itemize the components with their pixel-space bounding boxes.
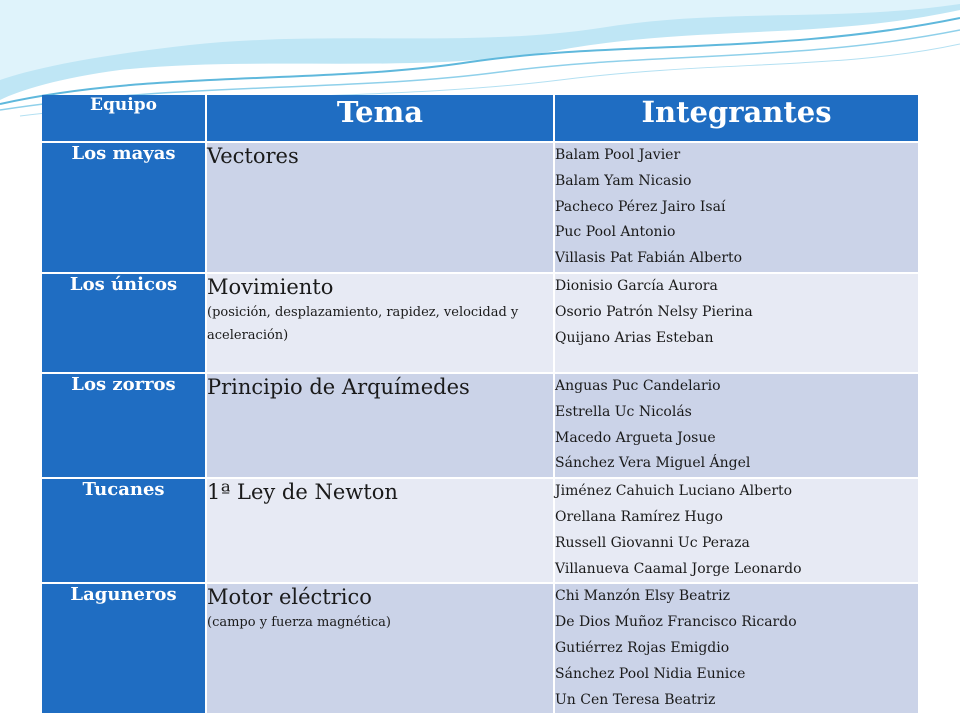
topic-cell bbox=[207, 274, 555, 374]
topic-cell bbox=[207, 374, 555, 479]
table-row bbox=[42, 274, 918, 374]
member-name: Pacheco Pérez Jairo Isaí bbox=[555, 198, 726, 215]
member-name: Quijano Arias Esteban bbox=[555, 329, 714, 346]
topic-cell bbox=[207, 584, 555, 715]
members-cell bbox=[555, 479, 918, 584]
topic-title: Movimiento bbox=[207, 274, 334, 299]
members-cell bbox=[555, 274, 918, 374]
team-name: Los únicos bbox=[42, 274, 207, 374]
team-name: Tucanes bbox=[42, 479, 207, 584]
table-row bbox=[42, 479, 918, 584]
topic-title: Principio de Arquímedes bbox=[207, 374, 470, 399]
members-cell bbox=[555, 374, 918, 479]
member-name: Chi Manzón Elsy Beatriz bbox=[555, 588, 730, 605]
topic-title: Vectores bbox=[207, 144, 299, 168]
table-header-row bbox=[42, 95, 918, 143]
member-name: Balam Pool Javier bbox=[555, 147, 681, 163]
member-name: Estrella Uc Nicolás bbox=[555, 403, 692, 420]
topic-cell bbox=[207, 143, 555, 274]
member-name: Dionisio García Aurora bbox=[555, 277, 718, 294]
member-name: Anguas Puc Candelario bbox=[555, 377, 721, 394]
table-row bbox=[42, 374, 918, 479]
teams-table bbox=[42, 95, 918, 715]
topic-detail: (campo y fuerza magnética) bbox=[207, 615, 391, 631]
member-name: Puc Pool Antonio bbox=[555, 224, 676, 241]
member-name: Jiménez Cahuich Luciano Alberto bbox=[555, 483, 793, 500]
member-name: Russell Giovanni Uc Peraza bbox=[555, 534, 750, 551]
member-name: Orellana Ramírez Hugo bbox=[555, 508, 723, 525]
member-name: Villasis Pat Fabián Alberto bbox=[555, 250, 743, 267]
team-name: Laguneros bbox=[42, 584, 207, 715]
header-tema: Tema bbox=[207, 95, 555, 143]
table-row bbox=[42, 143, 918, 274]
members-cell bbox=[555, 143, 918, 274]
member-name: Sánchez Pool Nidia Eunice bbox=[555, 665, 746, 682]
team-name: Los zorros bbox=[42, 374, 207, 479]
team-name: Los mayas bbox=[42, 143, 207, 274]
topic-detail: (posición, desplazamiento, rapidez, velocidad y aceleración) bbox=[207, 304, 519, 343]
header-integrantes: Integrantes bbox=[555, 95, 918, 143]
header-equipo: Equipo bbox=[42, 95, 207, 143]
member-name: Villanueva Caamal Jorge Leonardo bbox=[555, 560, 802, 577]
member-name: Sánchez Vera Miguel Ángel bbox=[555, 455, 751, 472]
member-name: Osorio Patrón Nelsy Pierina bbox=[555, 303, 753, 320]
member-name: Balam Yam Nicasio bbox=[555, 172, 692, 189]
topic-title: 1ª Ley de Newton bbox=[207, 480, 398, 505]
member-name: Un Cen Teresa Beatriz bbox=[555, 691, 716, 708]
members-cell bbox=[555, 584, 918, 715]
member-name: De Dios Muñoz Francisco Ricardo bbox=[555, 614, 797, 631]
member-name: Gutiérrez Rojas Emigdio bbox=[555, 639, 730, 656]
topic-cell bbox=[207, 479, 555, 584]
table-row bbox=[42, 584, 918, 715]
member-name: Macedo Argueta Josue bbox=[555, 429, 716, 446]
topic-title: Motor eléctrico bbox=[207, 585, 372, 610]
